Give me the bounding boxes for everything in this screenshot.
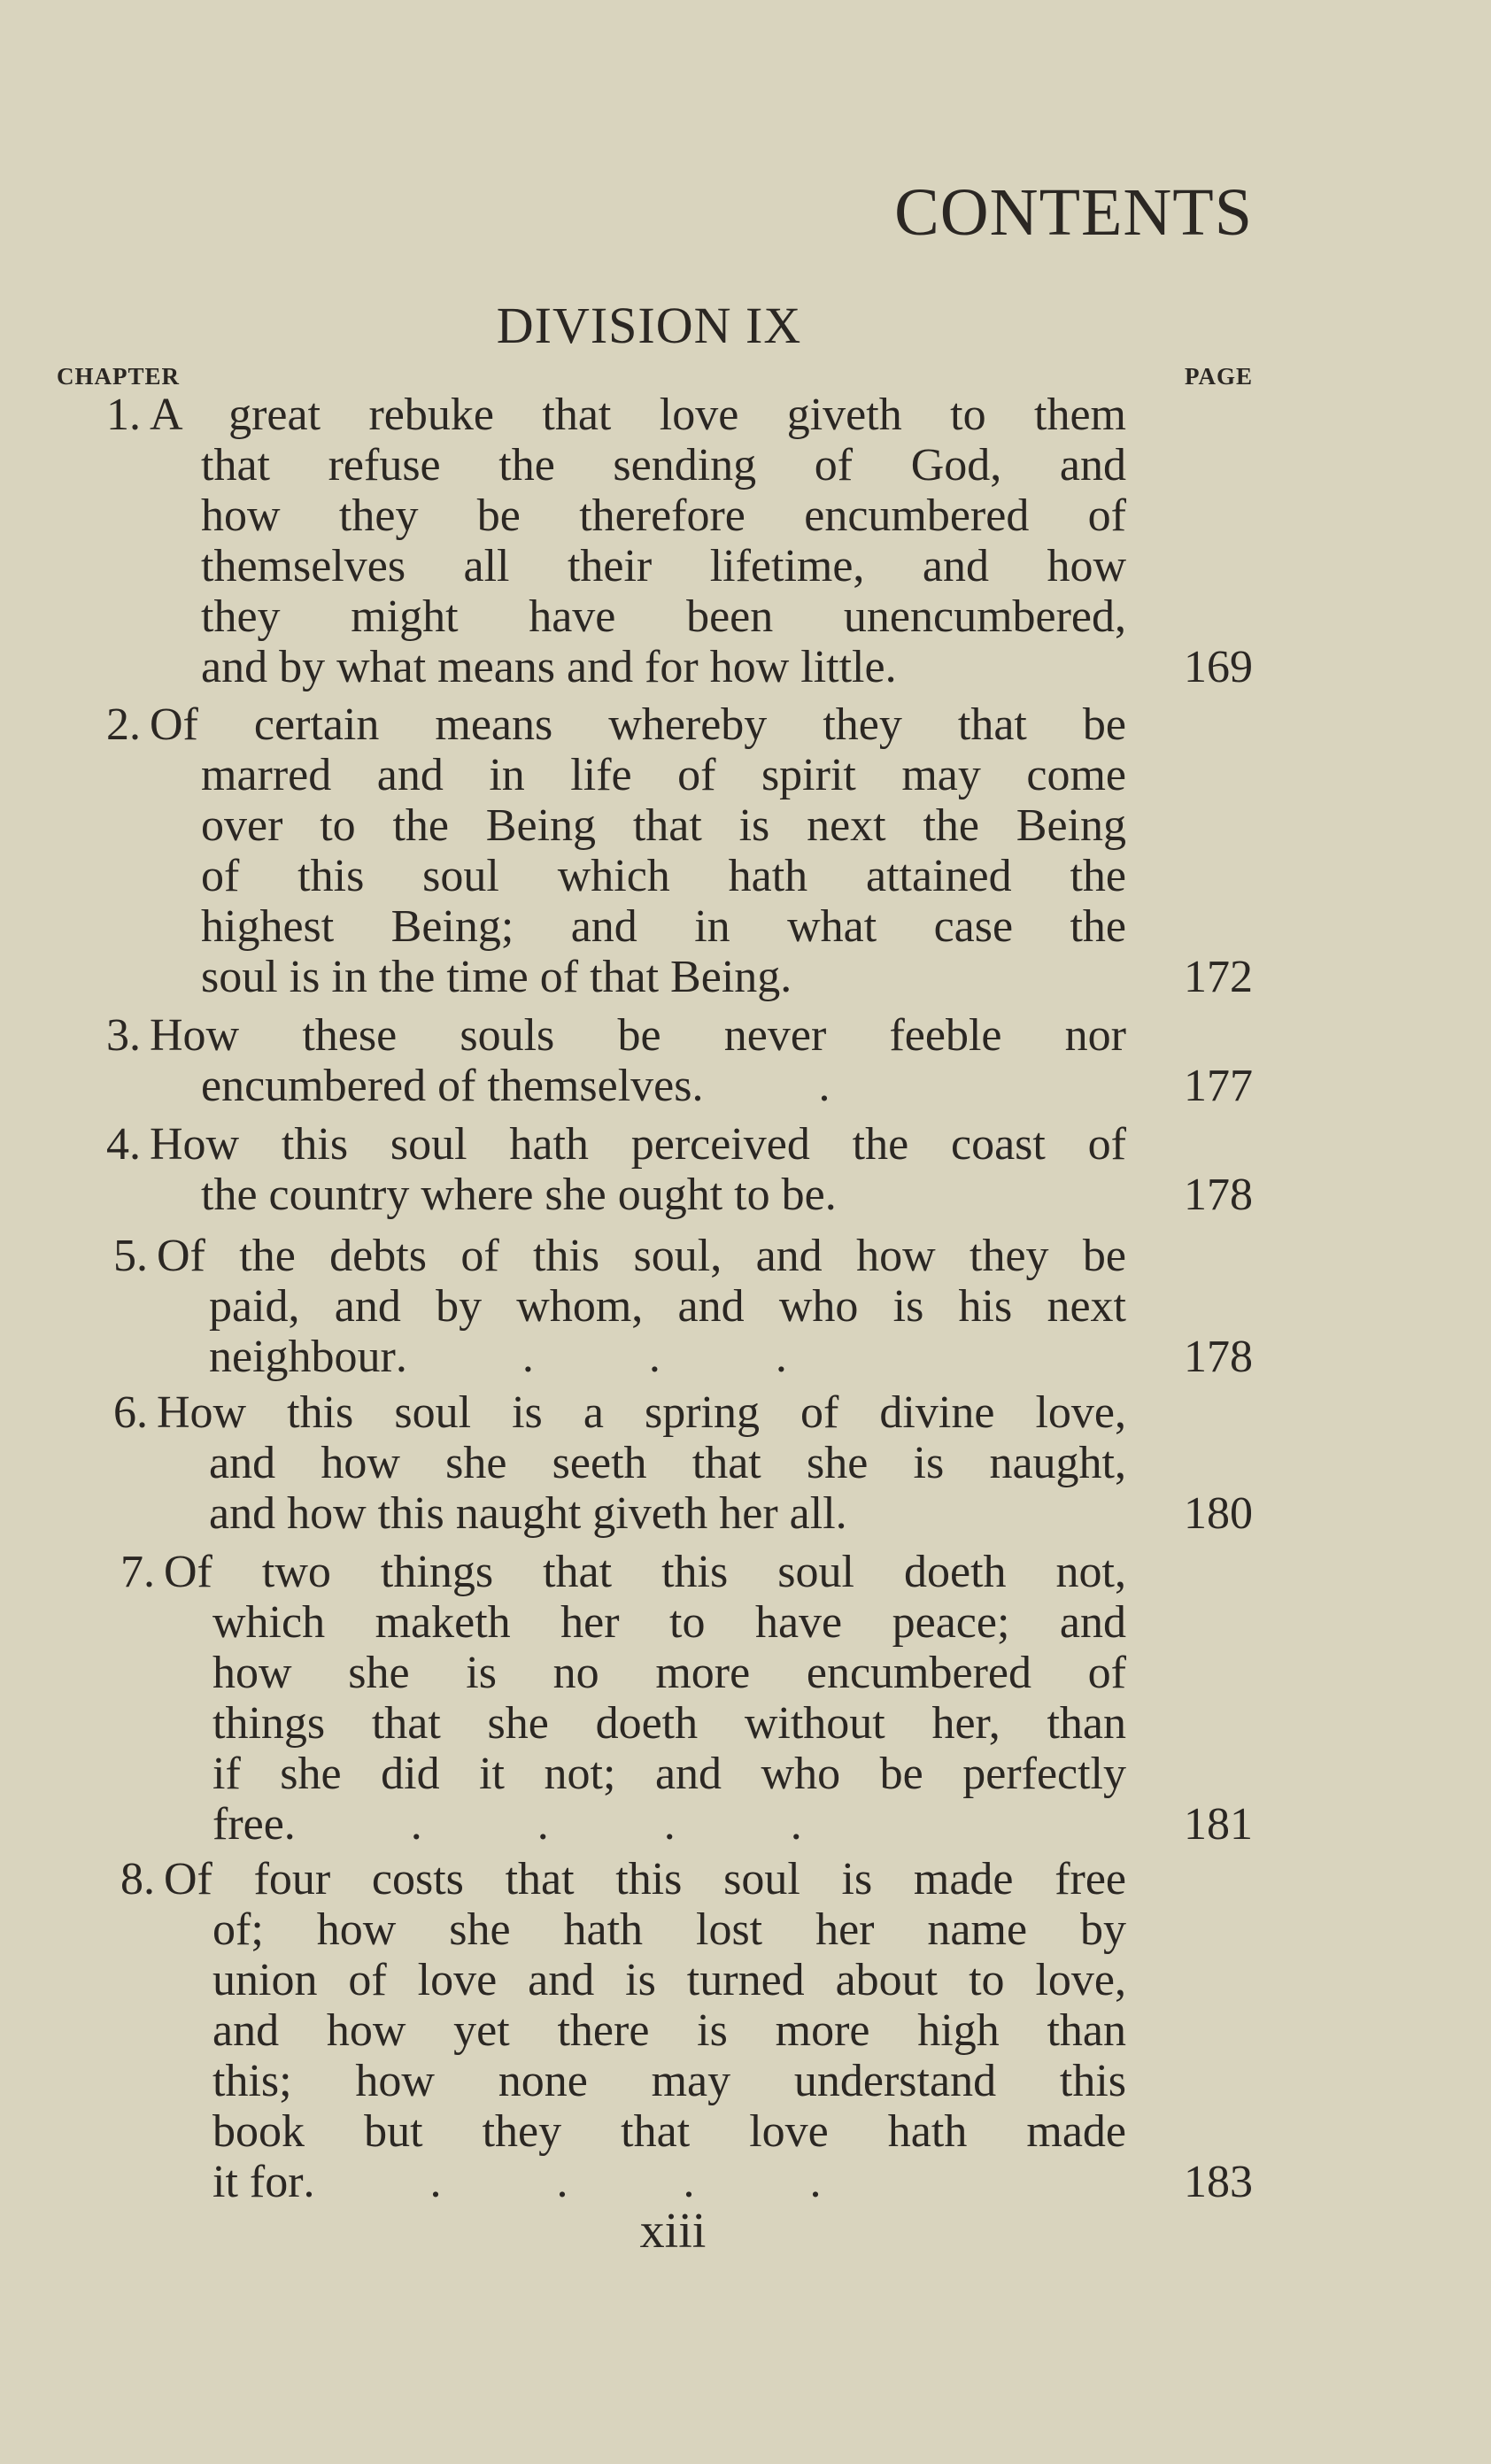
chapter-number: 1. bbox=[106, 390, 141, 440]
chapter-title-text: the country where she ought to be bbox=[201, 1170, 825, 1220]
dot-leader: . . bbox=[691, 1061, 830, 1111]
chapter-title-line: union of love and is turned about to love, bbox=[212, 1955, 1126, 2005]
chapter-title-line bbox=[209, 1332, 1126, 1382]
chapter-title-line: and how she seeth that she is naught, bbox=[209, 1438, 1126, 1488]
chapter-title-text: and by what means and for how little bbox=[201, 642, 885, 692]
chapter-title-text: free bbox=[212, 1799, 284, 1850]
page-number: 177 bbox=[1184, 1061, 1253, 1111]
chapter-title-line bbox=[201, 642, 1126, 692]
chapter-title-line: how she is no more encumbered of bbox=[212, 1648, 1126, 1698]
chapter-title-line: marred and in life of spirit may come bbox=[201, 750, 1126, 800]
chapter-title-line: how they be therefore encumbered of bbox=[201, 490, 1126, 541]
page-number: 183 bbox=[1184, 2157, 1253, 2207]
chapter-title-line: A great rebuke that love giveth to them bbox=[150, 390, 1126, 440]
division-heading: DIVISION IX bbox=[496, 297, 802, 354]
chapter-column-label: CHAPTER bbox=[57, 363, 181, 390]
chapter-title-line: How these souls be never feeble nor bbox=[150, 1010, 1126, 1061]
chapter-title-line: How this soul is a spring of divine love, bbox=[157, 1387, 1126, 1438]
chapter-title-line bbox=[201, 1170, 1126, 1220]
page-number: 181 bbox=[1184, 1799, 1253, 1850]
chapter-title-line bbox=[209, 1488, 1126, 1539]
dot-leader: . . . . . bbox=[283, 1799, 802, 1850]
chapter-number: 7. bbox=[120, 1547, 155, 1597]
chapter-title-line: themselves all their lifetime, and how bbox=[201, 541, 1126, 591]
chapter-title-line: of this soul which hath attained the bbox=[201, 851, 1126, 901]
chapter-title-line: highest Being; and in what case the bbox=[201, 901, 1126, 952]
chapter-title-line bbox=[201, 1061, 1126, 1111]
chapter-number: 5. bbox=[113, 1231, 148, 1281]
dot-leader: . . . . bbox=[395, 1332, 787, 1382]
chapter-title-line: How this soul hath perceived the coast of bbox=[150, 1119, 1126, 1170]
chapter-title-line: Of the debts of this soul, and how they be bbox=[157, 1231, 1126, 1281]
page-number: 172 bbox=[1184, 952, 1253, 1002]
chapter-title-line bbox=[201, 952, 1126, 1002]
chapter-title-line: Of certain means whereby they that be bbox=[150, 699, 1126, 750]
page-column-label: PAGE bbox=[1185, 363, 1253, 390]
page-number: 178 bbox=[1184, 1332, 1253, 1382]
chapter-number: 2. bbox=[106, 699, 141, 750]
chapter-title-text: encumbered of themselves bbox=[201, 1061, 692, 1111]
chapter-title-line bbox=[212, 1799, 1126, 1850]
page-title: CONTENTS bbox=[894, 175, 1253, 250]
chapter-title-line: paid, and by whom, and who is his next bbox=[209, 1281, 1126, 1332]
chapter-title-line: and how yet there is more high than bbox=[212, 2005, 1126, 2056]
chapter-title-line: if she did it not; and who be perfectly bbox=[212, 1749, 1126, 1799]
chapter-number: 6. bbox=[113, 1387, 148, 1438]
chapter-title-line: over to the Being that is next the Being bbox=[201, 800, 1126, 851]
dot-leader: . bbox=[835, 1488, 847, 1539]
dot-leader: . bbox=[780, 952, 792, 1002]
page-number: 178 bbox=[1184, 1170, 1253, 1220]
chapter-title-line: things that she doeth without her, than bbox=[212, 1698, 1126, 1749]
chapter-title-text: neighbour bbox=[209, 1332, 396, 1382]
chapter-title-line: this; how none may understand this bbox=[212, 2056, 1126, 2106]
page-number-folio: xiii bbox=[639, 2204, 707, 2259]
dot-leader: . bbox=[885, 642, 897, 692]
chapter-title-line: book but they that love hath made bbox=[212, 2106, 1126, 2157]
chapter-title-line: Of two things that this soul doeth not, bbox=[164, 1547, 1126, 1597]
dot-leader: . . . . . bbox=[303, 2157, 822, 2207]
chapter-title-line bbox=[212, 2157, 1126, 2207]
chapter-title-text: it for bbox=[212, 2157, 304, 2207]
chapter-number: 4. bbox=[106, 1119, 141, 1170]
dot-leader: . bbox=[824, 1170, 837, 1220]
chapter-number: 8. bbox=[120, 1854, 155, 1904]
chapter-title-line: of; how she hath lost her name by bbox=[212, 1904, 1126, 1955]
chapter-title-line: which maketh her to have peace; and bbox=[212, 1597, 1126, 1648]
page-number: 180 bbox=[1184, 1488, 1253, 1539]
chapter-number: 3. bbox=[106, 1010, 141, 1061]
chapter-title-line: they might have been unencumbered, bbox=[201, 591, 1126, 642]
chapter-title-text: and how this naught giveth her all bbox=[209, 1488, 836, 1539]
chapter-title-line: that refuse the sending of God, and bbox=[201, 440, 1126, 490]
chapter-title-text: soul is in the time of that Being bbox=[201, 952, 781, 1002]
page-number: 169 bbox=[1184, 642, 1253, 692]
chapter-title-line: Of four costs that this soul is made free bbox=[164, 1854, 1126, 1904]
